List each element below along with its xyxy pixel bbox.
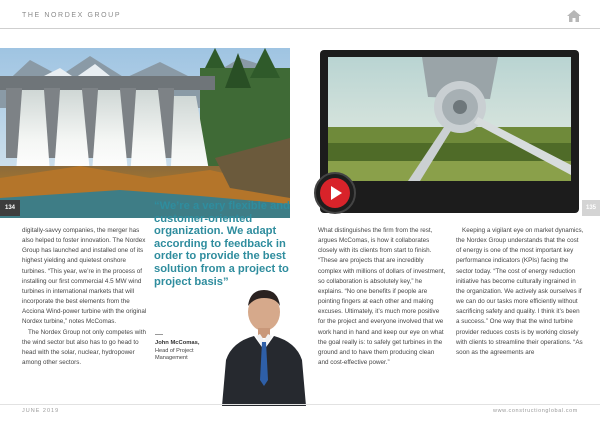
paragraph: The Nordex Group not only competes with the wind sector but also has to go head to head with the solar, nuclear, hydropower among other sectors. <box>22 328 146 367</box>
executive-portrait <box>218 284 310 406</box>
quote-divider <box>155 334 163 335</box>
article-column-1 <box>22 226 150 368</box>
dam-photo <box>0 48 290 218</box>
article-column-3 <box>456 226 584 358</box>
header-divider <box>0 28 600 29</box>
brand-label: THE NORDEX GROUP <box>22 12 122 19</box>
quote-author-name: John McComas, <box>155 340 200 346</box>
play-button[interactable] <box>314 172 356 214</box>
footer-divider <box>0 404 600 405</box>
page-number-right: 135 <box>582 200 600 216</box>
paragraph: What distinguishes the firm from the rest, argues McComas, is how it collaborates closely with its clients from start to finish. “These are projects that are incredibly complex with millions of dollars of investment, so collaboration is absolutely key,” he explains. “No one benefits if people are pointing fingers at each other and making excuses. Ultimately, it’s much more positive for the project and everyone involved that we work hand in hand and keep our eye on what the goal really is: to safely get turbines in the ground and to have them producing clean and cost-effective power.” <box>318 227 446 367</box>
paragraph: Keeping a vigilant eye on market dynamics, the Nordex Group understands that the cost of energy is one of the most important key performance indicators (KPIs) facing the sector today. “The cost of energy reduction initiative has become culturally ingrained in the organization. We actively ask ourselves if we can do our tasks more efficiently without sacrificing safety and quality. I think it’s been a success.” One way that the wind turbine provider reduces costs is by working closely with clients to streamline their operations. “As soon as the agreements are <box>456 227 584 356</box>
paragraph: digitally-savvy companies, the merger has also helped to foster innovation. The Nordex Group has launched and installed one of its highest yielding and quietest onshore turbines. “This year, we’re in the process of installing our first commercial 4.5 MW wind turbines in international markets that will incorporate the best elements from the Acciona Wind-power turbine with the original Nordex turbine,” notes McComas. <box>22 227 147 326</box>
play-icon[interactable] <box>320 178 350 208</box>
page-number-left: 134 <box>0 200 20 216</box>
footer-date: JUNE 2019 <box>22 408 60 414</box>
footer-website-link[interactable]: www.constructionglobal.com <box>493 408 578 414</box>
quote-author-title: Head of Project Management <box>155 348 194 362</box>
video-panel[interactable] <box>320 50 579 213</box>
home-icon[interactable] <box>566 9 582 23</box>
video-thumbnail[interactable] <box>328 57 571 181</box>
article-column-2 <box>318 226 446 368</box>
pull-quote: “We’re a very flexible and customer-oriented organization. We adapt according to feedback in order to provide the best solution from a project to project basis” <box>154 200 290 288</box>
